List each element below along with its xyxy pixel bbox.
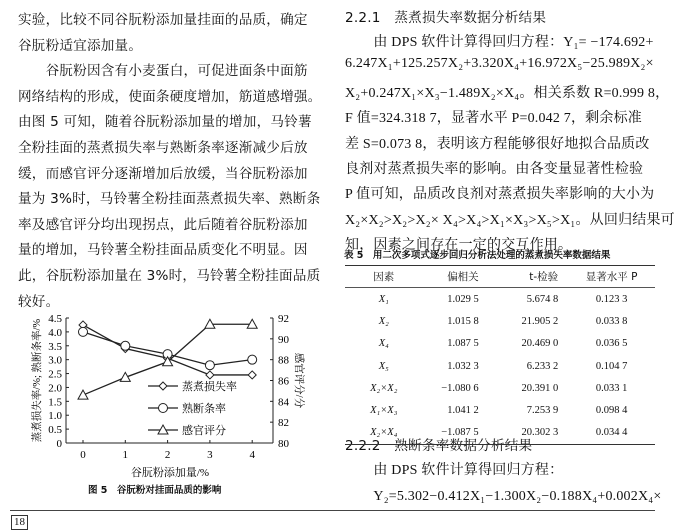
table-cell: 0.034 4 [568, 422, 655, 445]
y-tick-label: 2.5 [48, 368, 62, 381]
table-header-cell: t-检验 [491, 266, 569, 288]
y2-tick-label: 88 [278, 354, 289, 367]
y-tick-label: 1.5 [48, 396, 62, 409]
y-tick-label: 2.0 [48, 382, 62, 395]
table-cell: X₂×X₂ [370, 382, 398, 394]
data-point-diamond [248, 371, 256, 379]
footer-rule [10, 510, 655, 511]
body-text-line: 由图 5 可知，随着谷朊粉添加量的增加，马铃薯 [18, 114, 312, 131]
body-text-line: 全粉挂面的蒸煮损失率与熟断条率逐渐减少后放 [18, 140, 308, 156]
body-text-line: 谷朊粉因含有小麦蛋白，可促进面条中面筋 [18, 63, 308, 80]
results-table [345, 265, 655, 445]
table-cell: X₁ [378, 293, 389, 305]
body-text-line: 实验，比较不同谷朊粉添加量挂面的品质，确定 [18, 12, 308, 28]
table-cell: 1.041 2 [447, 405, 479, 417]
legend-label: 感官评分 [182, 425, 226, 437]
table-row [345, 310, 655, 332]
page-number: 18 [11, 515, 28, 530]
table-cell: 21.905 2 [521, 315, 559, 327]
table-cell: 0.033 8 [595, 315, 628, 327]
body-text-line: 知，因素之间存在一定的交互作用。 [345, 238, 573, 254]
body-text-line: F 值=324.318 7，显著水平 P=0.042 7，剩余标准 [345, 111, 642, 127]
body-text-line: X₂×X₂>X₂>X₂× X₄>X₄>X₁×X₃>X₅>X₁。从回归结果可 [345, 212, 675, 228]
y-tick-label: 4.0 [48, 326, 62, 339]
body-text-line: 网络结构的形成，使面条硬度增加，筋道感增强。 [18, 88, 322, 105]
x-tick-label: 2 [164, 449, 171, 461]
data-point-circle [79, 327, 88, 336]
body-text-line: 良剂对蒸煮损失率的影响。由各变量显著性检验 [345, 162, 644, 177]
data-point-diamond [206, 371, 214, 379]
x-tick-label: 3 [207, 449, 213, 461]
legend-marker-diamond [159, 382, 167, 390]
table-cell: 0.123 3 [595, 293, 628, 305]
table-cell: 1.015 8 [447, 315, 479, 327]
data-point-triangle [78, 390, 88, 399]
y2-tick-label: 82 [278, 417, 289, 430]
table-cell: 0.033 1 [595, 382, 628, 394]
table-cell: −1.087 5 [423, 422, 491, 445]
x-tick-label: 4 [249, 449, 255, 461]
y-tick-label: 0.5 [48, 424, 62, 437]
body-text-line: 由 DPS 软件计算得回归方程：Y₁= −174.692+ [345, 35, 654, 50]
body-text-line: 此，谷朊粉添加量在 3%时，马铃薯全粉挂面品质 [18, 268, 321, 284]
legend-label: 蒸煮损失率 [182, 381, 237, 393]
table-cell: X₂ [378, 315, 389, 327]
body-text-line: 率及感官评分均出现拐点，此后随着谷朊粉添加 [18, 216, 308, 233]
table-row [345, 355, 655, 377]
table-cell: X₁×X₃ [370, 405, 398, 417]
table-cell: 6.233 2 [526, 360, 559, 372]
section-heading-2-2-2: 2.2.2 熟断条率数据分析结果 [345, 438, 533, 454]
figure-5-chart [0, 305, 304, 479]
data-point-circle [248, 355, 257, 364]
body-text-line: 缓，而感官评分逐渐增加后放缓，当谷朊粉添加 [18, 165, 308, 182]
y2-tick-label: 80 [278, 438, 289, 450]
table-header-cell: 显著水平 P [568, 266, 655, 288]
table-row [345, 422, 655, 445]
y-tick-label: 1.0 [48, 410, 62, 423]
legend-label: 熟断条率 [182, 403, 226, 415]
table-cell: 7.253 9 [526, 405, 559, 417]
table-cell: 20.469 0 [521, 338, 559, 350]
y2-tick-label: 86 [278, 375, 289, 388]
table-cell: X₄ [378, 338, 389, 350]
body-text-line: 量的增加，马铃薯全粉挂面品质变化不明显。因 [18, 242, 308, 259]
table-cell: 1.087 5 [447, 338, 479, 350]
y-tick-label: 3.5 [48, 340, 62, 353]
table-cell: 1.032 3 [447, 360, 479, 372]
table-header-cell: 偏相关 [423, 266, 491, 288]
body-text-line: 差 S=0.073 8，表明该方程能够很好地拟合品质改 [345, 136, 650, 152]
body-text-line: 6.247X₁+125.257X₂+3.320X₄+16.972X₅−25.989X₂× [345, 56, 654, 72]
legend-marker-circle [159, 404, 168, 413]
table-header-row [345, 266, 655, 288]
table-cell: 0.036 5 [595, 338, 628, 350]
table-cell: 20.391 0 [521, 382, 559, 394]
table-cell: 1.029 5 [447, 293, 479, 305]
x-tick-label: 1 [122, 449, 129, 461]
table-cell: 0.098 4 [595, 405, 628, 417]
body-text-line: 谷朊粉适宜添加量。 [18, 37, 143, 54]
table-row [345, 333, 655, 355]
table-row [345, 399, 655, 421]
body-text-line: Y₂=5.302−0.412X₁−1.300X₂−0.188X₄+0.002X₄× [345, 489, 662, 504]
y2-axis-label: 感官评分/分 [293, 352, 304, 409]
table-cell: X₅ [378, 360, 389, 372]
y2-tick-label: 84 [278, 396, 289, 409]
body-text-line: X₂+0.247X₁×X₃−1.489X₂×X₄。相关系数 R=0.999 8， [345, 85, 670, 101]
table-caption: 表 5 用二次多项式逐步回归分析法处理的蒸煮损失率数据结果 [344, 250, 611, 261]
table-cell: 5.674 8 [526, 293, 559, 305]
y2-tick-label: 92 [278, 313, 289, 325]
x-tick-label: 0 [80, 449, 86, 461]
y-tick-label: 0 [56, 438, 62, 450]
data-point-triangle [120, 372, 130, 381]
body-text-line: 由 DPS 软件计算得回归方程： [345, 463, 564, 478]
table-cell: 0.104 7 [595, 360, 628, 372]
data-point-circle [121, 341, 130, 350]
data-point-circle [205, 361, 214, 370]
body-text-line: 量为 3%时，马铃薯全粉挂面蒸煮损失率、熟断条 [18, 191, 321, 208]
y-tick-label: 4.5 [48, 313, 62, 325]
table-header-cell: 因素 [345, 266, 423, 288]
section-heading-2-2-1: 2.2.1 蒸煮损失率数据分析结果 [345, 10, 547, 26]
table-cell: −1.080 6 [441, 382, 479, 394]
y2-tick-label: 90 [278, 333, 289, 346]
body-text-line: 较好。 [18, 293, 60, 310]
figure-caption: 图 5 谷朊粉对挂面品质的影响 [88, 485, 222, 496]
x-axis-label: 谷朊粉添加量/% [130, 467, 210, 479]
table-row [345, 377, 655, 399]
y-axis-label: 蒸煮损失率/%; 熟断条率/% [32, 318, 43, 443]
y-tick-label: 3.0 [48, 354, 62, 367]
table-row [345, 288, 655, 311]
body-text-line: P 值可知，品质改良剂对蒸煮损失率影响的大小为 [345, 187, 655, 203]
table-cell: X₂×X₄ [345, 422, 423, 445]
table-cell: 20.302 3 [491, 422, 569, 445]
